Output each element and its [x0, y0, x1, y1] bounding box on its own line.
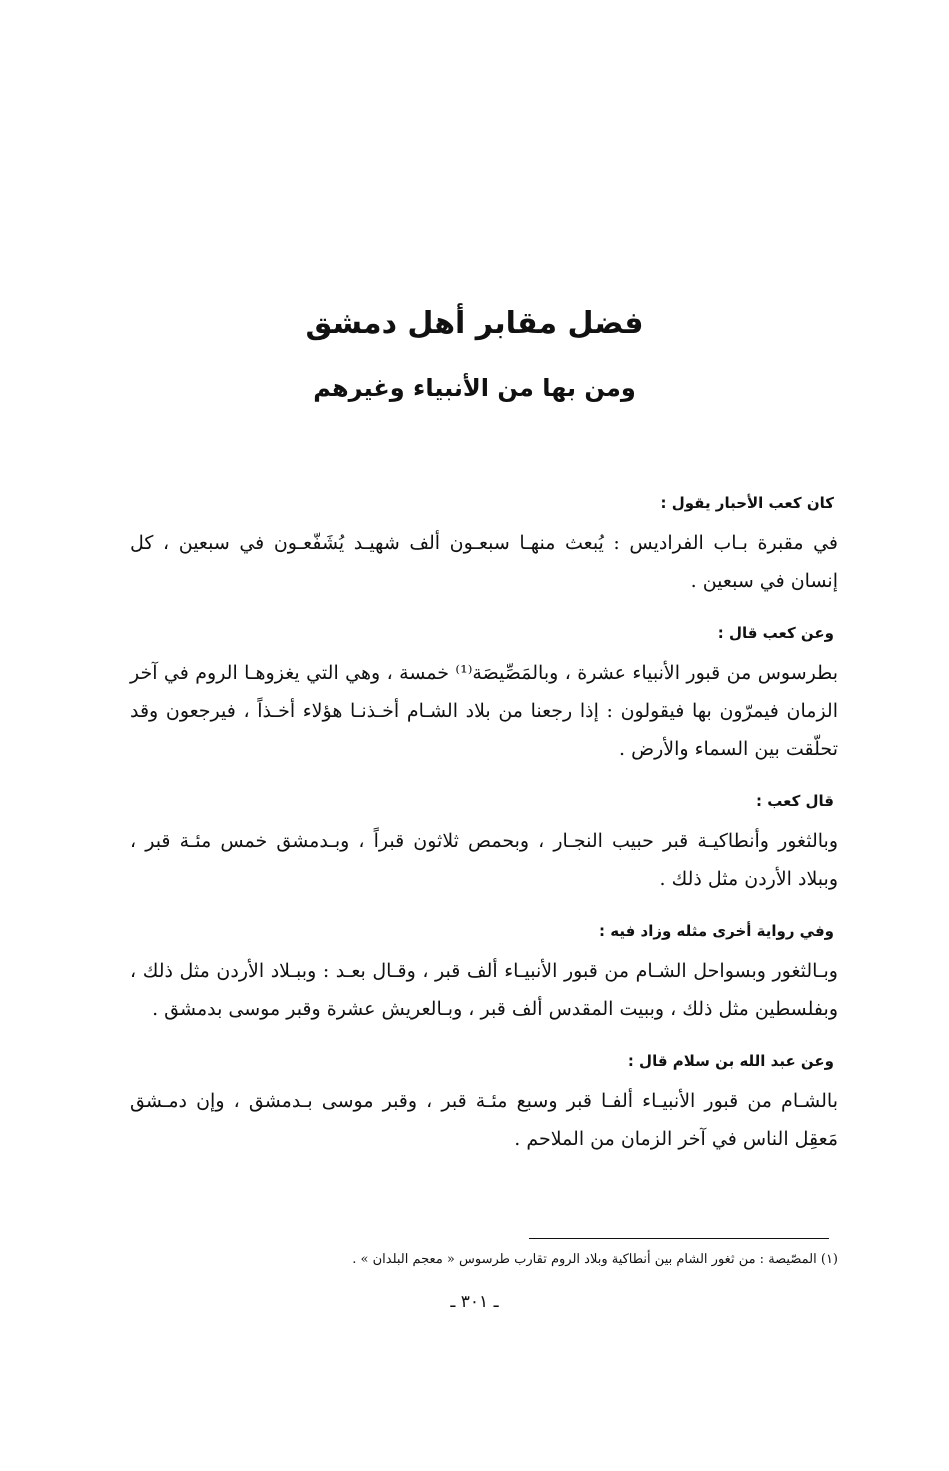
section-heading: قال كعب :	[756, 792, 834, 810]
page-number: ـ ٣٠١ ـ	[450, 1292, 499, 1312]
section-heading: وعن كعب قال :	[717, 624, 834, 642]
footnote-divider	[529, 1238, 829, 1239]
section-paragraph: وبـالثغور وبسواحل الشـام من قبور الأنبيـاء ألف قبر ، وقـال بعـد : وببـلاد الأردن مثل ذلك ، وبفلسطين مثل ذلك ، وببيت المقدس ألف قبر ، وبـالعريش عشرة وقبر موسى بدمشق .	[130, 960, 838, 1020]
page-title: فضل مقابر أهل دمشق	[305, 306, 644, 341]
section-4	[130, 916, 838, 1028]
section-3	[130, 786, 838, 898]
section-paragraph: وبالثغور وأنطاكيـة قبر حبيب النجـار ، وبحمص ثلاثون قبراً ، وبـدمشق خمس مئـة قبر ، وببلاد الأردن مثل ذلك .	[130, 830, 838, 890]
section-heading: وفي رواية أخرى مثله وزاد فيه :	[599, 922, 834, 940]
body-text	[130, 488, 838, 1176]
section-2	[130, 618, 838, 768]
section-1	[130, 488, 838, 600]
section-paragraph: بالشـام من قبور الأنبيـاء ألفـا قبر وسبع مئـة قبر ، وقبر موسى بـدمشق ، وإن دمـشق مَعقِل الناس في آخر الزمان من الملاحم .	[130, 1090, 838, 1150]
section-paragraph: بطرسوس من قبور الأنبياء عشرة ، وبالمَصِّيصَة⁽¹⁾ خمسة ، وهي التي يغزوهـا الروم في آخر الزمان فيمرّون بها فيقولون : إذا رجعنا من بلاد الشـام أخـذنـا هؤلاء أخـذاً ، فيرجعون وقد تحلّقت بين السماء والأرض .	[130, 662, 838, 760]
section-paragraph: في مقبرة بـاب الفراديس : يُبعث منهـا سبعـون ألف شهيـد يُشَفّعـون في سبعين ، كل إنسان في سبعين .	[130, 532, 838, 592]
section-heading: كان كعب الأحبار يقول :	[660, 494, 834, 512]
footnote: (١) المصّيصة : من ثغور الشام بين أنطاكية وبلاد الروم تقارب طرسوس « معجم البلدان » .	[352, 1252, 838, 1267]
page-subtitle: ومن بها من الأنبياء وغيرهم	[313, 374, 636, 402]
section-5	[130, 1046, 838, 1158]
section-heading: وعن عبد الله بن سلام قال :	[627, 1052, 834, 1070]
